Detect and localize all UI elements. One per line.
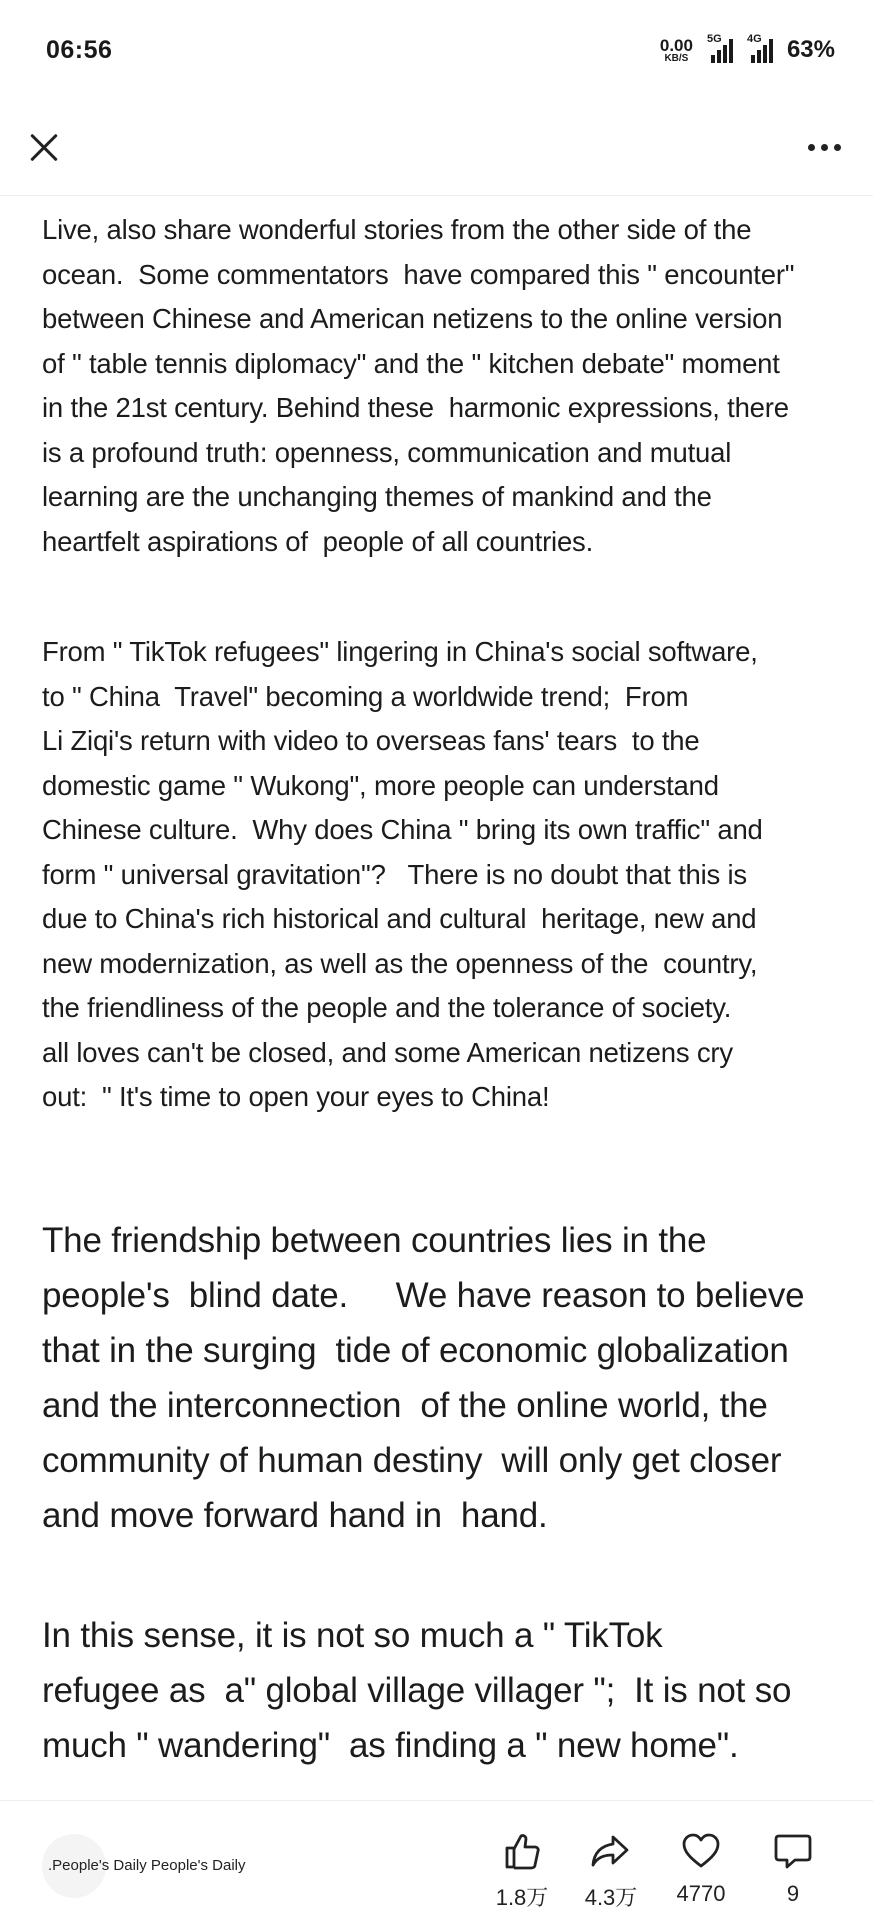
status-icons	[659, 33, 835, 64]
bottom-action-bar	[0, 1800, 873, 1920]
signal-4g-icon	[746, 33, 773, 63]
share-count: 4.3万	[584, 1885, 638, 1910]
like-button[interactable]	[477, 1831, 567, 1912]
thumbs-up-icon	[502, 1831, 542, 1871]
battery-percent: 63%	[786, 36, 835, 63]
heart-icon	[681, 1831, 721, 1871]
text-line: of " table tennis diplomacy" and the " kitchen debate" moment	[42, 347, 780, 379]
comment-count: 9	[786, 1881, 800, 1906]
text-line: to " China Travel" becoming a worldwide trend; From	[42, 680, 689, 712]
text-line: The friendship between countries lies in the	[42, 1221, 707, 1260]
comment-icon	[773, 1831, 813, 1871]
text-line: all loves can't be closed, and some American netizens cry	[42, 1036, 733, 1068]
paragraph-1	[42, 208, 794, 564]
close-icon[interactable]	[24, 128, 64, 168]
text-line: Li Ziqi's return with video to overseas fans' tears to the	[42, 725, 700, 756]
text-line: Live, also share wonderful stories from the other side of the	[42, 214, 752, 245]
like-count: 1.8万	[495, 1885, 549, 1910]
signal-5g-label: 5G	[706, 33, 722, 45]
favorite-button[interactable]	[656, 1831, 746, 1907]
signal-5g-icon	[706, 33, 733, 63]
paragraph-4	[42, 1608, 791, 1773]
status-bar	[0, 0, 873, 100]
text-line: people's blind date. We have reason to believe	[42, 1276, 805, 1315]
text-line: much " wandering" as finding a " new home".	[42, 1726, 739, 1765]
text-line: refugee as a" global village villager "; It is not so	[42, 1671, 792, 1710]
text-line: that in the surging tide of economic globalization	[42, 1331, 789, 1370]
text-line: in the 21st century. Behind these harmonic expressions, there	[42, 392, 789, 423]
signal-4g-label: 4G	[746, 33, 762, 45]
source-account[interactable]	[42, 1834, 246, 1898]
status-time: 06:56	[46, 35, 113, 64]
text-line: Chinese culture. Why does China " bring its own traffic" and	[42, 814, 763, 845]
top-nav	[0, 100, 873, 196]
text-line: learning are the unchanging themes of mankind and the	[42, 481, 712, 512]
share-icon	[591, 1831, 631, 1871]
comment-button[interactable]	[748, 1831, 838, 1907]
text-line: and move forward hand in hand.	[42, 1496, 548, 1535]
text-line: the friendliness of the people and the tolerance of society.	[42, 992, 732, 1023]
text-line: community of human destiny will only get closer	[42, 1441, 782, 1480]
text-line: is a profound truth: openness, communication and mutual	[42, 436, 732, 468]
more-dots-icon[interactable]	[808, 134, 841, 161]
net-speed	[660, 37, 693, 64]
favorite-count: 4770	[676, 1881, 726, 1906]
text-line: ocean. Some commentators have compared this " encounter"	[42, 258, 795, 290]
paragraph-3	[42, 1213, 804, 1543]
text-line: between Chinese and American netizens to the online version	[42, 303, 783, 334]
source-name: .People's Daily People's Daily	[48, 1857, 246, 1874]
text-line: From " TikTok refugees" lingering in China's social software,	[42, 636, 758, 667]
text-line: due to China's rich historical and cultural heritage, new and	[42, 903, 757, 934]
text-line: out: " It's time to open your eyes to China!	[42, 1081, 550, 1112]
net-speed-value: 0.00	[659, 35, 693, 55]
text-line: heartfelt aspirations of people of all countries.	[42, 525, 594, 557]
text-line: form " universal gravitation"? There is no doubt that this is	[42, 858, 747, 890]
share-button[interactable]	[566, 1831, 656, 1912]
text-line: In this sense, it is not so much a " TikTok	[42, 1616, 663, 1655]
paragraph-2	[42, 630, 763, 1120]
text-line: new modernization, as well as the openness of the country,	[42, 947, 758, 979]
text-line: and the interconnection of the online world, the	[42, 1386, 768, 1425]
text-line: domestic game " Wukong", more people can understand	[42, 769, 719, 801]
net-speed-unit: KB/S	[664, 52, 689, 64]
